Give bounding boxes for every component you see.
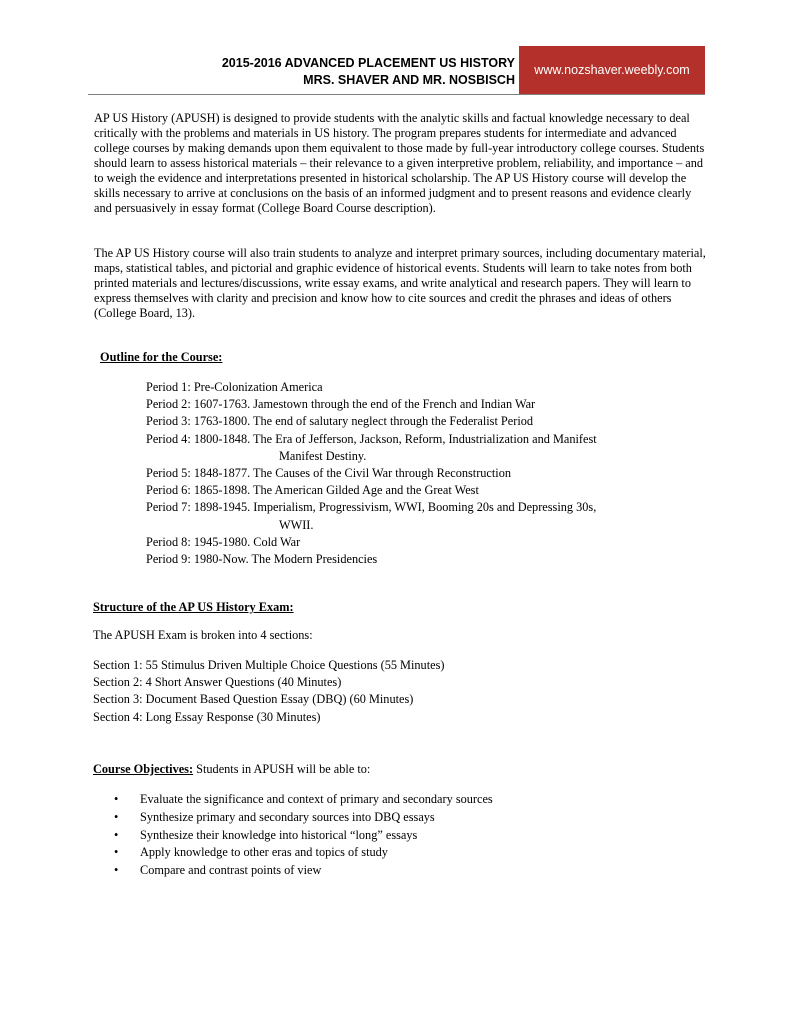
objective-item: • Synthesize their knowledge into historical “long” essays [114, 827, 493, 845]
bullet-icon: • [114, 845, 119, 860]
period-item: Period 3: 1763-1800. The end of salutary neglect through the Federalist Period [146, 414, 534, 429]
outline-heading: Outline for the Course: [100, 350, 223, 364]
objectives-lead: Students in APUSH will be able to: [193, 762, 371, 776]
intro-paragraph-1: AP US History (APUSH) is designed to provide students with the analytic skills and factual knowledge necessary to deal critically with the problems and materials in US history. The program prepares students for intermediate and advanced college courses by making demands upon them equivalent to those made by full-year introductory college courses. Students should learn to assess historical materials – their relevance to a given interpretive problem, reliability, and importance – and to weigh the evidence and interpretations presented in historical scholarship. The AP US History course will develop the skills necessary to arrive at conclusions on the basis of an informed judgment and to present reasons and evidence clearly and persuasively in essay format (College Board Course description). [94, 111, 705, 215]
header-divider [88, 94, 705, 95]
bullet-icon: • [114, 792, 119, 806]
exam-section-item: Section 1: 55 Stimulus Driven Multiple Choice Questions (55 Minutes) [93, 658, 445, 672]
objective-item: • Apply knowledge to other eras and topics of study [114, 844, 493, 862]
bullet-icon: • [114, 863, 119, 878]
objective-item: • Compare and contrast points of view [114, 862, 493, 880]
objectives-list [114, 791, 493, 880]
period-list [146, 379, 597, 568]
period-item: Period 7: 1898-1945. Imperialism, Progressivism, WWI, Booming 20s and Depressing 30s, WWII. [146, 499, 597, 533]
period-item: Period 8: 1945-1980. Cold War [146, 534, 301, 549]
period-item: Period 4: 1800-1848. The Era of Jefferson, Jackson, Reform, Industrialization and Manifest Manifest Destiny. [146, 431, 597, 465]
period-item: Period 2: 1607-1763. Jamestown through the end of the French and Indian War [146, 397, 536, 412]
objectives-heading: Course Objectives: [93, 762, 194, 776]
exam-structure-heading: Structure of the AP US History Exam: [93, 600, 294, 614]
website-url: www.nozshaver.weebly.com [534, 63, 690, 77]
intro-paragraph-2: The AP US History course will also train students to analyze and interpret primary sources, including documentary material, maps, statistical tables, and pictorial and graphic evidence of historical events. Students will learn to take notes from both printed materials and lectures/discussions, write essay exams, and write analytical and research papers. They will learn to express themselves with clarity and precision and know how to cite sources and credit the phrases and ideas of others (College Board, 13). [94, 246, 706, 320]
period-item: Period 6: 1865-1898. The American Gilded Age and the Great West [146, 483, 479, 498]
period-continuation: Manifest Destiny. [279, 448, 367, 463]
exam-section-item: Section 2: 4 Short Answer Questions (40 Minutes) [93, 675, 342, 690]
period-item: Period 9: 1980-Now. The Modern Presidencies [146, 552, 378, 567]
exam-section-item: Section 3: Document Based Question Essay (DBQ) (60 Minutes) [93, 692, 414, 707]
bullet-icon: • [114, 809, 119, 824]
website-banner [519, 46, 705, 94]
objective-item: • Evaluate the significance and context of primary and secondary sources [114, 791, 493, 809]
objective-item: • Synthesize primary and secondary sources into DBQ essays [114, 809, 493, 827]
exam-section-list [93, 657, 444, 726]
objectives-intro [93, 762, 370, 777]
period-item: Period 5: 1848-1877. The Causes of the Civil War through Reconstruction [146, 466, 512, 481]
period-item: Period 1: Pre-Colonization America [146, 380, 323, 394]
document-header-title [150, 55, 515, 89]
bullet-icon: • [114, 827, 119, 842]
header-title-line1: 2015-2016 ADVANCED PLACEMENT US HISTORY [221, 56, 515, 70]
exam-intro-text: The APUSH Exam is broken into 4 sections: [93, 628, 313, 642]
header-title-line2: MRS. SHAVER AND MR. NOSBISCH [303, 73, 515, 87]
exam-section-item: Section 4: Long Essay Response (30 Minutes) [93, 709, 321, 724]
period-continuation: WWII. [279, 517, 314, 532]
